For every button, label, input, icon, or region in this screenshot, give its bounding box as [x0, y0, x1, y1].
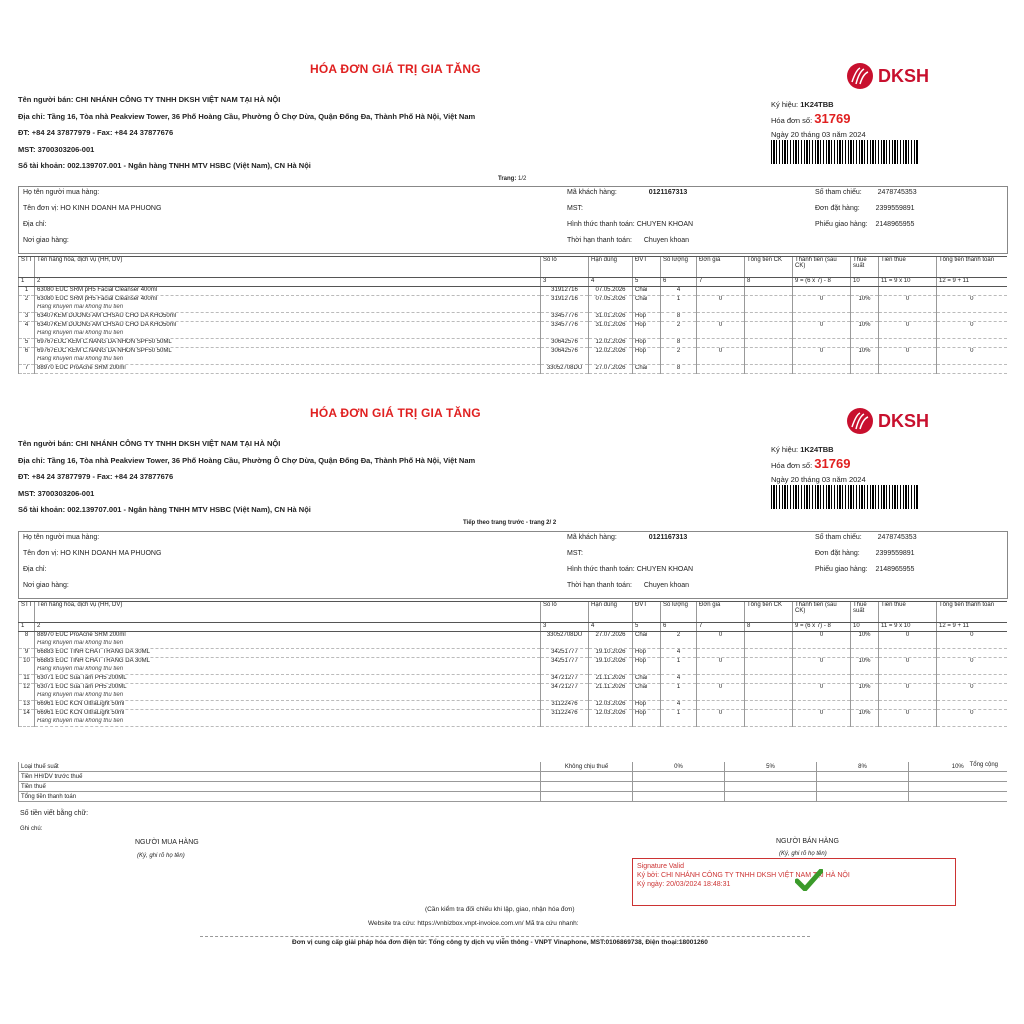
cell-amount — [793, 287, 851, 296]
cell-tax: 0 — [879, 632, 937, 641]
cell-disc — [745, 701, 793, 710]
dksh-logo-icon — [846, 62, 874, 90]
column-header: Thuế suất — [851, 257, 879, 278]
column-header: Tên hàng hóa, dịch vụ (HH, DV) — [35, 257, 541, 278]
column-header: Tiền thuế — [879, 257, 937, 278]
column-header: Tiền thuế — [879, 602, 937, 623]
cell-amount: 0 — [793, 348, 851, 357]
checkmark-icon — [795, 869, 823, 891]
cell-price: 0 — [697, 348, 745, 357]
dksh-logo — [846, 62, 929, 90]
cell-rate — [851, 701, 879, 710]
cell-price: 0 — [697, 658, 745, 667]
footer-check-note: (Cần kiểm tra đối chiếu khi lập, giao, nhận hóa đơn) — [425, 906, 575, 913]
column-header: Số lượng — [661, 257, 697, 278]
cell-name: 88970 EUC ProAcne SRM 200ml — [35, 632, 541, 641]
cell-disc — [745, 365, 793, 374]
cell-lot: 33052708DU — [541, 632, 589, 641]
cell-total: 0 — [937, 684, 1007, 693]
cell-tax: 0 — [879, 348, 937, 357]
column-header: STT — [19, 257, 35, 278]
cell-price: 0 — [697, 296, 745, 305]
amount-in-words-label: Số tiền viết bằng chữ: — [20, 810, 89, 817]
cell-disc — [745, 322, 793, 331]
cell-price — [697, 365, 745, 374]
cell-unit: Chai — [633, 296, 661, 305]
column-number: 4 — [589, 623, 633, 632]
column-header: Tổng tiền CK — [745, 257, 793, 278]
cell-rate: 10% — [851, 684, 879, 693]
cell-name: 63071 EUC Sua Tam PH5 200ML — [35, 684, 541, 693]
cell-amount: 0 — [793, 658, 851, 667]
cell-qty: 2 — [661, 322, 697, 331]
cell-name: 66883 EUC TINH CHAT TRANG DA 30ML — [35, 649, 541, 658]
cell-tax — [879, 339, 937, 348]
table-row — [19, 348, 1007, 357]
column-header: Thành tiền (sau CK) — [793, 602, 851, 623]
column-number: 8 — [745, 278, 793, 287]
column-header: Tên hàng hóa, dịch vụ (HH, DV) — [35, 602, 541, 623]
cell-qty: 2 — [661, 632, 697, 641]
cell-amount: 0 — [793, 710, 851, 719]
cell-unit: Hop — [633, 658, 661, 667]
cell-stt: 3 — [19, 313, 35, 322]
cell-price — [697, 701, 745, 710]
footer-provider: Đơn vị cung cấp giải pháp hóa đơn điện tử: Tổng công ty dịch vụ viễn thông - VNPT Vinaphone, MST:0106869738, Điện thoại:18001260 — [292, 939, 708, 946]
page-indicator: Trang: 1/2 — [498, 176, 527, 182]
cell-unit: Hop — [633, 339, 661, 348]
cell-lot: 30642576 — [541, 348, 589, 357]
cell-tax — [879, 701, 937, 710]
column-header: Tổng tiền thanh toán — [937, 602, 1007, 623]
table-row — [19, 287, 1007, 296]
cell-total — [937, 649, 1007, 658]
seller-block-2: Tên người bán: CHI NHÁNH CÔNG TY TNHH DKSH VIỆT NAM TẠI HÀ NỘI Địa chỉ: Tầng 16, Tòa nhà Peakview Tower, 36 Phố Hoàng Cầu, Phường Ô Chợ Dừa, Quận Đống Đa, Thành Phố Hà Nội, Việt Nam ĐT: +84 24 37877979 - Fax: +84 24 37877676 MST: 3700303206-001 Số tài khoản: 002.139707.001 - Ngân hàng TNHH MTV HSBC (Việt Nam), CN Hà Nội — [18, 439, 476, 514]
cell-disc — [745, 348, 793, 357]
cell-disc — [745, 287, 793, 296]
column-number: 5 — [633, 278, 661, 287]
cell-qty: 1 — [661, 710, 697, 719]
table-row — [19, 684, 1007, 693]
column-number: 5 — [633, 623, 661, 632]
seller-bank: 002.139707.001 - Ngân hàng TNHH MTV HSBC (Việt Nam), CN Hà Nội — [67, 161, 311, 170]
cell-unit: Chai — [633, 365, 661, 374]
cell-exp: 12.03.2026 — [589, 710, 633, 719]
seller-address: Tầng 16, Tòa nhà Peakview Tower, 36 Phố Hoàng Cầu, Phường Ô Chợ Dừa, Quận Đống Đa, Thành Phố Hà Nội, Việt Nam — [47, 111, 476, 121]
invoice-number: 31769 — [814, 111, 851, 126]
table-row — [19, 632, 1007, 641]
digital-signature-box[interactable] — [632, 858, 956, 906]
cell-total — [937, 701, 1007, 710]
cell-rate: 10% — [851, 348, 879, 357]
cell-total — [937, 287, 1007, 296]
column-header: Đơn giá — [697, 602, 745, 623]
cell-disc — [745, 649, 793, 658]
cell-price: 0 — [697, 322, 745, 331]
column-number: 3 — [541, 278, 589, 287]
dksh-logo-2 — [846, 407, 929, 435]
cell-stt: 7 — [19, 365, 35, 374]
promo-note: Hang khuyen mai khong thu tien — [35, 330, 541, 339]
cell-amount — [793, 675, 851, 684]
invoice-meta-2: Ký hiệu: 1K24TBB Hóa đơn số: 31769 Ngày 20 tháng 03 năm 2024 — [771, 445, 866, 484]
column-number: 7 — [697, 278, 745, 287]
summary-total-header: Tổng cộng — [969, 762, 998, 768]
dksh-logo-icon — [846, 407, 874, 435]
cell-qty: 1 — [661, 684, 697, 693]
cell-lot: 30642576 — [541, 339, 589, 348]
cell-amount: 0 — [793, 684, 851, 693]
cell-stt: 14 — [19, 710, 35, 719]
cell-price — [697, 287, 745, 296]
cell-exp: 12.02.2026 — [589, 339, 633, 348]
column-header: Số lượng — [661, 602, 697, 623]
cell-qty: 8 — [661, 313, 697, 322]
cell-lot: 31912716 — [541, 296, 589, 305]
cell-tax: 0 — [879, 296, 937, 305]
barcode — [771, 140, 919, 164]
cell-rate — [851, 313, 879, 322]
promo-note: Hang khuyen mai khong thu tien — [35, 356, 541, 365]
cell-total — [937, 339, 1007, 348]
cell-total: 0 — [937, 348, 1007, 357]
cell-rate — [851, 675, 879, 684]
column-number: 10 — [851, 623, 879, 632]
cell-name: 66961 EUC KCN UltraLight 50ml — [35, 701, 541, 710]
cell-price: 0 — [697, 632, 745, 641]
cell-amount: 0 — [793, 322, 851, 331]
column-number: 10 — [851, 278, 879, 287]
cell-unit: Hop — [633, 701, 661, 710]
cell-total: 0 — [937, 296, 1007, 305]
cell-total — [937, 675, 1007, 684]
cell-name: 63071 EUC Sua Tam PH5 200ML — [35, 675, 541, 684]
cell-name: 63080 EUC SRM pH5 Facial Cleanser 400ml — [35, 287, 541, 296]
cell-qty: 8 — [661, 339, 697, 348]
cell-name: 66961 EUC KCN UltraLight 50ml — [35, 710, 541, 719]
cell-price — [697, 649, 745, 658]
column-number: 6 — [661, 278, 697, 287]
column-number: 2 — [35, 623, 541, 632]
cell-stt: 11 — [19, 675, 35, 684]
cell-qty: 8 — [661, 365, 697, 374]
cell-stt: 12 — [19, 684, 35, 693]
invoice-meta: Ký hiệu: 1K24TBB Hóa đơn số: 31769 Ngày 20 tháng 03 năm 2024 — [771, 98, 1011, 142]
cell-qty: 2 — [661, 348, 697, 357]
signed-date: Ký ngày: 20/03/2024 18:48:31 — [637, 881, 731, 888]
cell-tax: 0 — [879, 710, 937, 719]
buyer-block-2: Họ tên người mua hàng: Tên đơn vị: HO KINH DOANH MA PHUONG Địa chỉ: Nơi giao hàng: Mã khách hàng: 0121167313 MST: Hình thức thanh toán: CHUYEN KHOAN Thời hạn thanh toán: Chuyen khoan Số tham chiếu: 2478745353 Đơn đặt hàng: 2399559891 Phiếu giao hàng: 2148965955 — [18, 531, 1008, 599]
cell-rate: 10% — [851, 658, 879, 667]
cell-lot: 34251777 — [541, 658, 589, 667]
buyer-block: Họ tên người mua hàng: Tên đơn vị: HO KINH DOANH MA PHUONG Địa chỉ: Nơi giao hàng: Mã khách hàng: 0121167313 MST: Hình thức thanh toán: CHUYEN KHOAN Thời hạn thanh toán: Chuyen khoan Số tham chiếu: 2478745353 Đơn đặt hàng: 2399559891 Phiếu giao hàng: 2148965955 — [18, 186, 1008, 254]
cell-price: 0 — [697, 684, 745, 693]
promo-note: Hang khuyen mai khong thu tien — [35, 640, 541, 649]
cell-stt: 8 — [19, 632, 35, 641]
cell-qty: 4 — [661, 649, 697, 658]
invoice-title: HÓA ĐƠN GIÁ TRỊ GIA TĂNG — [310, 62, 481, 76]
cell-rate: 10% — [851, 710, 879, 719]
cell-unit: Hop — [633, 322, 661, 331]
cell-rate: 10% — [851, 296, 879, 305]
cell-stt: 1 — [19, 287, 35, 296]
cell-disc — [745, 313, 793, 322]
table-row — [19, 296, 1007, 305]
cell-unit: Hop — [633, 710, 661, 719]
cell-tax — [879, 313, 937, 322]
cell-stt: 10 — [19, 658, 35, 667]
buyer-signature-title: NGƯỜI MUA HÀNG — [135, 839, 199, 846]
cell-exp: 27.07.2026 — [589, 632, 633, 641]
table-row — [19, 658, 1007, 667]
cell-price — [697, 339, 745, 348]
cell-tax — [879, 287, 937, 296]
column-number: 7 — [697, 623, 745, 632]
table-row — [19, 313, 1007, 322]
cell-lot: 33457776 — [541, 322, 589, 331]
barcode-2 — [771, 485, 919, 509]
column-number: 1 — [19, 623, 35, 632]
cell-lot: 34721277 — [541, 684, 589, 693]
cell-disc — [745, 658, 793, 667]
cell-name: 66883 EUC TINH CHAT TRANG DA 30ML — [35, 658, 541, 667]
cell-disc — [745, 684, 793, 693]
column-number: 6 — [661, 623, 697, 632]
cell-disc — [745, 675, 793, 684]
cell-exp: 19.10.2026 — [589, 649, 633, 658]
cell-amount — [793, 339, 851, 348]
cell-rate — [851, 287, 879, 296]
column-header: Đơn giá — [697, 257, 745, 278]
cell-amount: 0 — [793, 632, 851, 641]
promo-note: Hang khuyen mai khong thu tien — [35, 304, 541, 313]
cell-lot: 31912716 — [541, 287, 589, 296]
cell-total: 0 — [937, 710, 1007, 719]
column-number: 12 = 9 + 11 — [937, 278, 1007, 287]
cell-stt: 2 — [19, 296, 35, 305]
cell-qty: 4 — [661, 287, 697, 296]
cell-exp: 31.01.2026 — [589, 322, 633, 331]
cell-name: 88970 EUC ProAcne SRM 200ml — [35, 365, 541, 374]
cell-unit: Chai — [633, 675, 661, 684]
signature-valid: Signature Valid — [637, 863, 684, 870]
cell-total: 0 — [937, 632, 1007, 641]
footer-lookup[interactable]: Website tra cứu: https://vnbizbox.vnpt-invoice.com.vn/ Mã tra cứu nhanh: — [368, 920, 579, 927]
cell-lot: 31122476 — [541, 701, 589, 710]
buyer-unit: HO KINH DOANH MA PHUONG — [60, 205, 162, 212]
cell-disc — [745, 296, 793, 305]
customer-code: 0121167313 — [648, 189, 688, 196]
cell-qty: 4 — [661, 701, 697, 710]
cell-name: 69767EUC KEM C.NANG DA NHON SPF50 50ML — [35, 339, 541, 348]
cell-exp: 21.11.2026 — [589, 684, 633, 693]
cell-total — [937, 313, 1007, 322]
cell-rate: 10% — [851, 322, 879, 331]
cell-lot: 33052708DU — [541, 365, 589, 374]
cell-stt: 9 — [19, 649, 35, 658]
items-table-page1 — [18, 256, 1006, 374]
column-number: 2 — [35, 278, 541, 287]
cell-unit: Hop — [633, 649, 661, 658]
cell-qty: 1 — [661, 658, 697, 667]
promo-note: Hang khuyen mai khong thu tien — [35, 718, 541, 727]
column-number: 3 — [541, 623, 589, 632]
table-row — [19, 710, 1007, 719]
cell-tax: 0 — [879, 322, 937, 331]
table-row — [19, 701, 1007, 710]
cell-total — [937, 365, 1007, 374]
items-table-page2 — [18, 601, 1006, 727]
table-row — [19, 675, 1007, 684]
cell-disc — [745, 339, 793, 348]
cell-exp: 12.03.2026 — [589, 701, 633, 710]
cell-unit: Hop — [633, 313, 661, 322]
cell-unit: Chai — [633, 287, 661, 296]
tax-summary: Loại thuế suất Không chịu thuế 0% 5% 8% 10% Tiền HH/DV trước thuế Tiền thuế Tổng tiền thanh toán Tổng cộng — [18, 762, 1006, 802]
cell-qty: 4 — [661, 675, 697, 684]
column-header: Tổng tiền CK — [745, 602, 793, 623]
cell-exp: 27.07.2026 — [589, 365, 633, 374]
seller-phone: +84 24 37877979 - Fax: +84 24 37877676 — [31, 128, 174, 137]
cell-unit: Hop — [633, 348, 661, 357]
cell-amount — [793, 649, 851, 658]
column-number: 11 = 9 x 10 — [879, 278, 937, 287]
cell-stt: 4 — [19, 322, 35, 331]
cell-stt: 5 — [19, 339, 35, 348]
cell-disc — [745, 710, 793, 719]
cell-unit: Chai — [633, 632, 661, 641]
cell-amount — [793, 313, 851, 322]
cell-price — [697, 675, 745, 684]
invoice-title-2: HÓA ĐƠN GIÁ TRỊ GIA TĂNG — [310, 406, 481, 420]
seller-signature-hint: (Ký, ghi rõ họ tên) — [779, 851, 827, 857]
cell-lot: 33457776 — [541, 313, 589, 322]
cell-rate — [851, 649, 879, 658]
cell-amount — [793, 701, 851, 710]
cell-name: 63407KEM DUONG AM CHSAU CHO DA KHO50ml — [35, 322, 541, 331]
column-number: 4 — [589, 278, 633, 287]
column-header: STT — [19, 602, 35, 623]
cell-exp: 12.02.2026 — [589, 348, 633, 357]
invoice-symbol: 1K24TBB — [800, 100, 834, 109]
column-number: 1 — [19, 278, 35, 287]
column-number: 8 — [745, 623, 793, 632]
dksh-logo-text: DKSH — [878, 410, 930, 431]
cell-total: 0 — [937, 322, 1007, 331]
promo-note: Hang khuyen mai khong thu tien — [35, 666, 541, 675]
cell-name: 63080 EUC SRM pH5 Facial Cleanser 400ml — [35, 296, 541, 305]
cell-stt: 6 — [19, 348, 35, 357]
buyer-signature-hint: (Ký, ghi rõ họ tên) — [137, 853, 185, 859]
cell-total: 0 — [937, 658, 1007, 667]
cell-amount — [793, 365, 851, 374]
dksh-logo-text: DKSH — [878, 65, 930, 86]
cell-exp: 07.05.2026 — [589, 287, 633, 296]
cell-exp: 21.11.2026 — [589, 675, 633, 684]
cell-unit: Chai — [633, 684, 661, 693]
cell-tax — [879, 649, 937, 658]
cell-amount: 0 — [793, 296, 851, 305]
table-row — [19, 649, 1007, 658]
column-header: Hạn dùng — [589, 602, 633, 623]
seller-tax: 3700303206-001 — [37, 144, 95, 154]
cell-exp: 07.05.2026 — [589, 296, 633, 305]
page-indicator-2: Tiếp theo trang trước - trang 2/ 2 — [463, 520, 557, 526]
cell-rate — [851, 339, 879, 348]
cell-tax: 0 — [879, 658, 937, 667]
seller-block: Tên người bán: CHI NHÁNH CÔNG TY TNHH DKSH VIỆT NAM TẠI HÀ NỘI Địa chỉ: Tầng 16, Tòa nhà Peakview Tower, 36 Phố Hoàng Cầu, Phường Ô Chợ Dừa, Quận Đống Đa, Thành Phố Hà Nội, Việt Nam ĐT: +84 24 37877979 - Fax: +84 24 37877676 MST: 3700303206-001 Số tài khoản: 002.139707.001 - Ngân hàng TNHH MTV HSBC (Việt Nam), CN Hà Nội — [18, 95, 476, 170]
signed-by: Ký bởi: CHI NHÁNH CÔNG TY TNHH DKSH VIỆT NAM TẠI HÀ NỘI — [637, 872, 850, 879]
promo-note: Hang khuyen mai khong thu tien — [35, 692, 541, 701]
cell-tax — [879, 675, 937, 684]
table-row — [19, 365, 1007, 374]
cell-name: 63407KEM DUONG AM CHSAU CHO DA KHO50ml — [35, 313, 541, 322]
footer-divider — [200, 936, 810, 937]
cell-name: 69767EUC KEM C.NANG DA NHON SPF50 50ML — [35, 348, 541, 357]
column-header: ĐVT — [633, 257, 661, 278]
column-header: Số lô — [541, 602, 589, 623]
summary-rate-row: Loại thuế suất Không chịu thuế 0% 5% 8% 10% — [19, 762, 1007, 772]
cell-exp: 19.10.2026 — [589, 658, 633, 667]
cell-price: 0 — [697, 710, 745, 719]
seller-signature-title: NGƯỜI BÁN HÀNG — [776, 838, 839, 845]
cell-rate: 10% — [851, 632, 879, 641]
column-number: 9 = (6 x 7) - 8 — [793, 623, 851, 632]
column-number: 9 = (6 x 7) - 8 — [793, 278, 851, 287]
cell-qty: 1 — [661, 296, 697, 305]
table-row — [19, 339, 1007, 348]
column-header: Hạn dùng — [589, 257, 633, 278]
cell-lot: 31122476 — [541, 710, 589, 719]
column-header: Tổng tiền thanh toán — [937, 257, 1007, 278]
column-header: Thuế suất — [851, 602, 879, 623]
table-row — [19, 322, 1007, 331]
column-header: Thành tiền (sau CK) — [793, 257, 851, 278]
cell-disc — [745, 632, 793, 641]
column-number: 11 = 9 x 10 — [879, 623, 937, 632]
cell-price — [697, 313, 745, 322]
cell-lot: 34251777 — [541, 649, 589, 658]
column-header: ĐVT — [633, 602, 661, 623]
cell-rate — [851, 365, 879, 374]
cell-stt: 13 — [19, 701, 35, 710]
column-number: 12 = 9 + 11 — [937, 623, 1007, 632]
invoice-date: Ngày 20 tháng 03 năm 2024 — [771, 130, 866, 139]
seller-name: CHI NHÁNH CÔNG TY TNHH DKSH VIỆT NAM TẠI HÀ NỘI — [75, 95, 281, 104]
cell-lot: 34721277 — [541, 675, 589, 684]
cell-tax — [879, 365, 937, 374]
cell-exp: 31.01.2026 — [589, 313, 633, 322]
note-label: Ghi chú: — [20, 826, 43, 832]
cell-tax: 0 — [879, 684, 937, 693]
column-header: Số lô — [541, 257, 589, 278]
